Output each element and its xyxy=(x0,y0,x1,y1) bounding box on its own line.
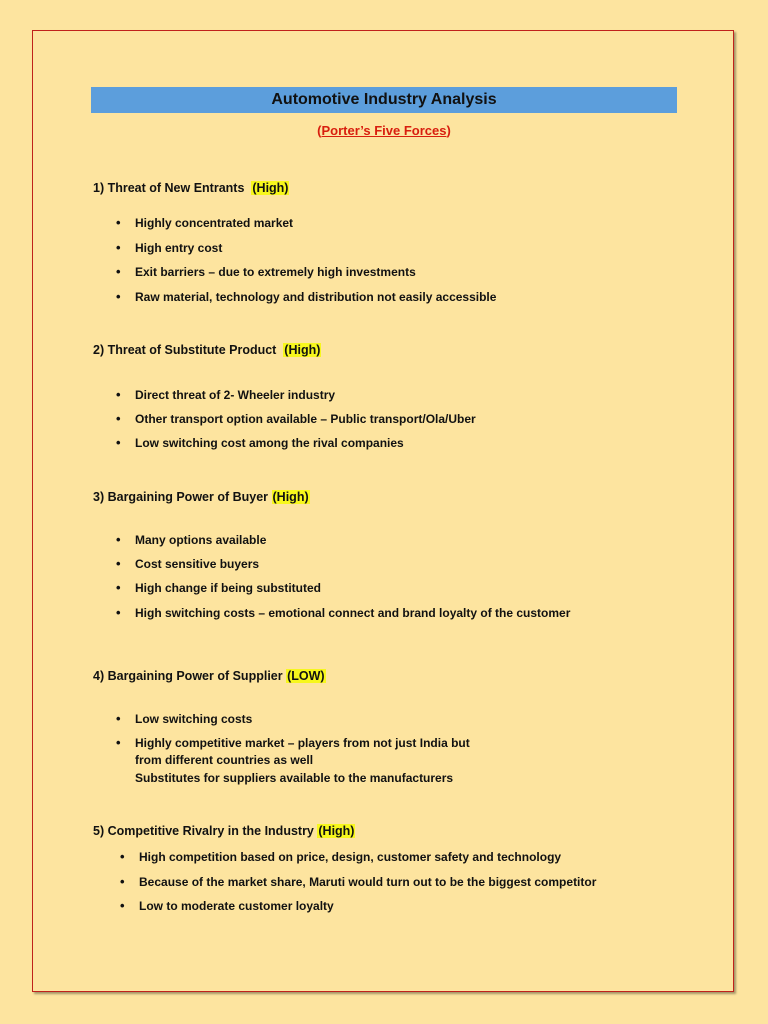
bullet-dot: • xyxy=(116,735,121,750)
bullet-dot: • xyxy=(116,289,121,304)
list-item-text: Low to moderate customer loyalty xyxy=(139,899,334,913)
page-title: Automotive Industry Analysis xyxy=(91,87,677,113)
list-item-text: High change if being substituted xyxy=(135,581,321,595)
bullet-dot: • xyxy=(116,435,121,450)
level-badge: (LOW) xyxy=(287,669,325,683)
bullet-dot: • xyxy=(116,240,121,255)
bullet-dot: • xyxy=(116,532,121,547)
bullet-dot: • xyxy=(120,849,125,864)
subtitle-open-paren: ( xyxy=(317,123,322,138)
section-heading-supplier-power xyxy=(93,669,326,683)
bullet-dot: • xyxy=(116,264,121,279)
section-heading-substitute-product xyxy=(93,343,321,357)
section-heading-text: 1) Threat of New Entrants xyxy=(93,181,245,195)
bullet-dot: • xyxy=(116,556,121,571)
bullet-dot: • xyxy=(116,711,121,726)
section-heading-text: 4) Bargaining Power of Supplier xyxy=(93,669,283,683)
section-heading-text: 3) Bargaining Power of Buyer xyxy=(93,490,269,504)
level-badge: (High) xyxy=(252,181,289,195)
page-border xyxy=(32,30,734,992)
list-item-text: High entry cost xyxy=(135,241,223,255)
section-heading-text: 5) Competitive Rivalry in the Industry xyxy=(93,824,314,838)
list-item-text: Many options available xyxy=(135,533,267,547)
section-heading-new-entrants xyxy=(93,181,289,195)
bullet-dot: • xyxy=(120,874,125,889)
list-item-continuation: Substitutes for suppliers available to the manufacturers xyxy=(135,771,454,785)
bullet-dot: • xyxy=(116,580,121,595)
list-item-text: Exit barriers – due to extremely high investments xyxy=(135,265,416,279)
level-badge: (High) xyxy=(318,824,355,838)
bullet-dot: • xyxy=(116,387,121,402)
bullet-dot: • xyxy=(116,411,121,426)
section-heading-buyer-power xyxy=(93,490,310,504)
subtitle-close-paren: ) xyxy=(446,123,451,138)
page-subtitle xyxy=(91,123,677,138)
list-item-text: Because of the market share, Maruti would turn out to be the biggest competitor xyxy=(139,875,597,889)
level-badge: (High) xyxy=(272,490,309,504)
list-item-text: Highly competitive market – players from not just India but xyxy=(135,736,470,750)
list-item-text: Other transport option available – Public transport/Ola/Uber xyxy=(135,412,476,426)
list-item-text: Highly concentrated market xyxy=(135,216,294,230)
list-item-text: High switching costs – emotional connect and brand loyalty of the customer xyxy=(135,606,571,620)
subtitle-text: Porter’s Five Forces xyxy=(321,123,447,138)
level-badge: (High) xyxy=(284,343,321,357)
list-item-text: Low switching cost among the rival companies xyxy=(135,436,404,450)
list-item-text: Raw material, technology and distribution not easily accessible xyxy=(135,290,497,304)
bullet-dot: • xyxy=(116,215,121,230)
list-item-text: Cost sensitive buyers xyxy=(135,557,260,571)
list-item-text: Direct threat of 2- Wheeler industry xyxy=(135,388,336,402)
bullet-dot: • xyxy=(120,898,125,913)
list-item-continuation: from different countries as well xyxy=(135,753,314,767)
list-item-text: High competition based on price, design, customer safety and technology xyxy=(139,850,562,864)
section-heading-text: 2) Threat of Substitute Product xyxy=(93,343,277,357)
section-heading-competitive-rivalry xyxy=(93,824,355,838)
list-item-text: Low switching costs xyxy=(135,712,253,726)
bullet-dot: • xyxy=(116,605,121,620)
